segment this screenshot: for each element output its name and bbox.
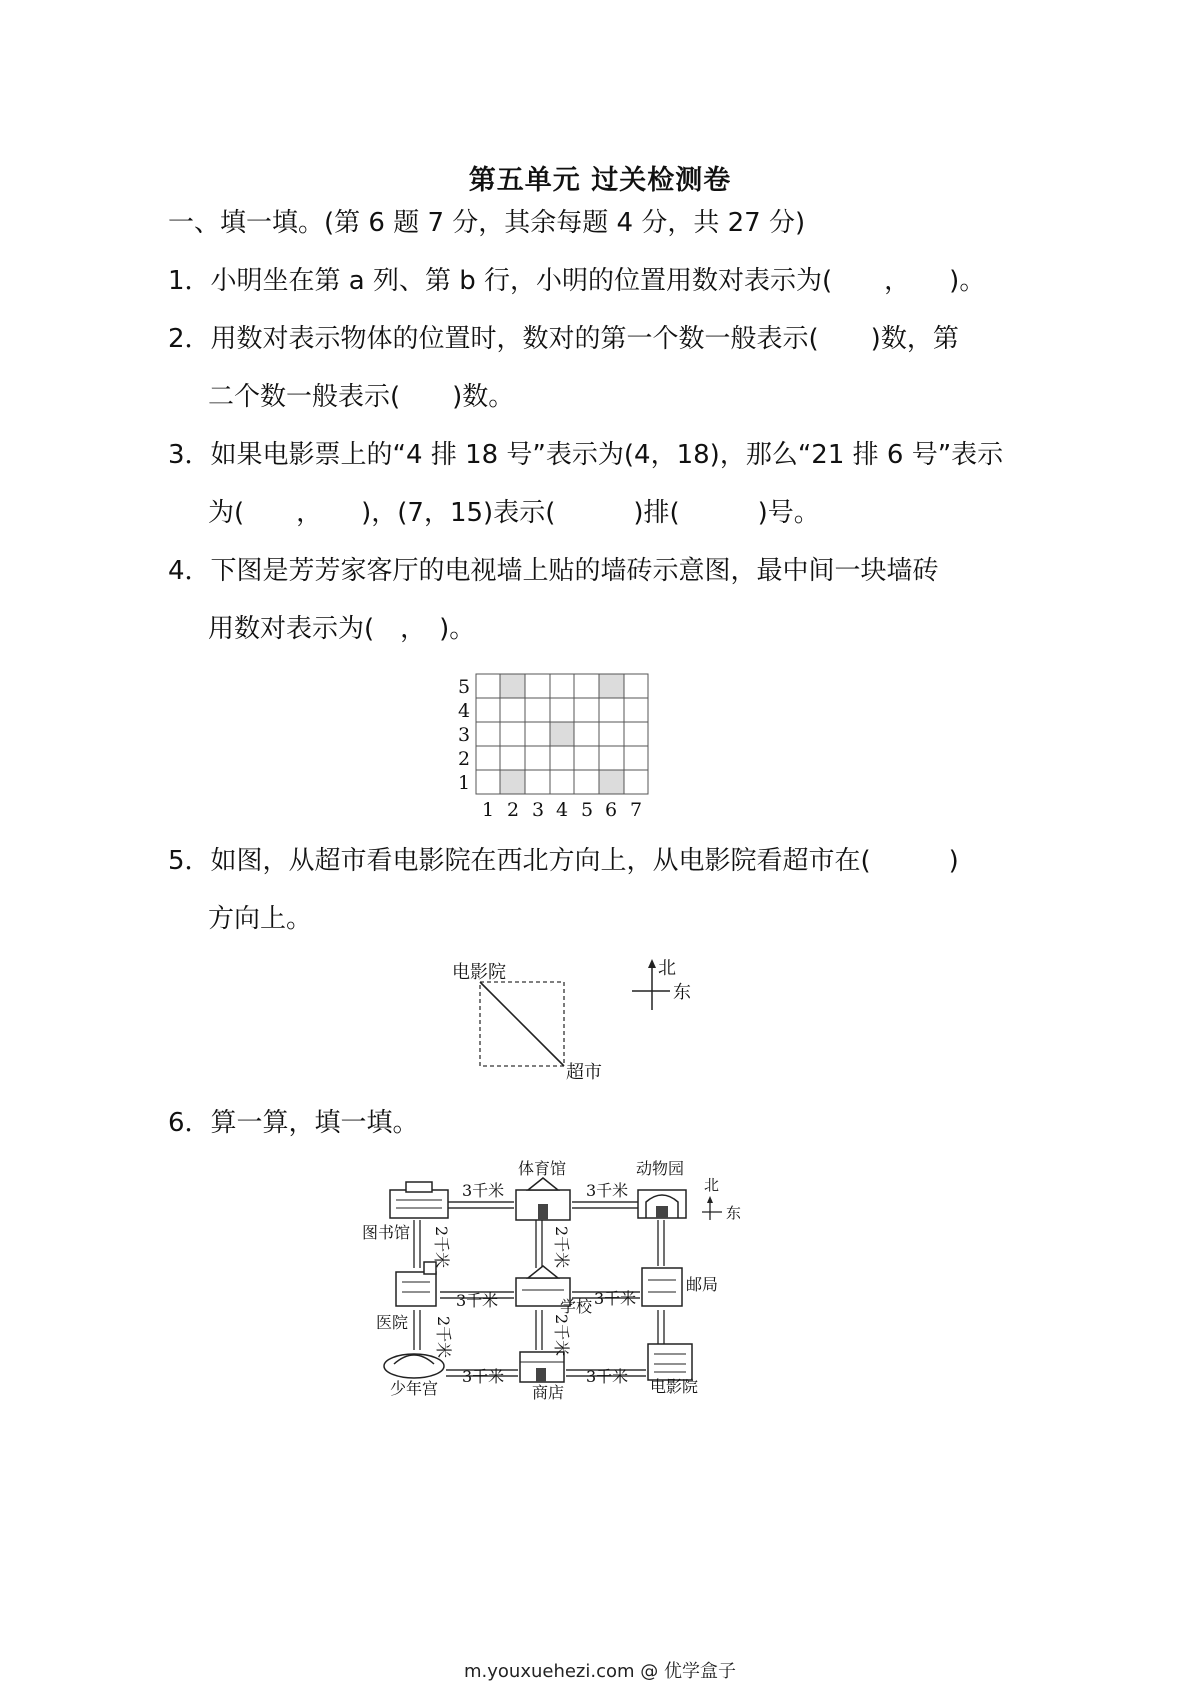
grid-x-label: 6	[604, 799, 618, 821]
distance-label: 3千米	[586, 1181, 629, 1200]
grid-x-label: 4	[555, 799, 569, 821]
distance-label: 3千米	[462, 1367, 505, 1386]
section-heading: 一、填一填。(第 6 题 7 分，其余每题 4 分，共 27 分)	[168, 208, 806, 238]
map-north-label: 北	[704, 1176, 720, 1194]
cinema-label: 电影院	[452, 962, 506, 983]
tile-grid-figure	[450, 668, 660, 828]
grid-y-label: 4	[457, 700, 471, 722]
direction-figure	[440, 950, 720, 1090]
distance-label: 2千米	[552, 1314, 571, 1357]
map-east-label: 东	[726, 1204, 742, 1222]
distance-label: 2千米	[432, 1226, 451, 1269]
cinema-building	[648, 1344, 692, 1380]
stadium-building	[516, 1178, 570, 1220]
footer-watermark: m.youxuehezi.com @ 优学盒子	[463, 1661, 736, 1682]
distance-label: 3千米	[594, 1289, 637, 1308]
distance-label: 3千米	[462, 1181, 505, 1200]
question-4-line-2: 用数对表示为( ， )。	[208, 614, 476, 644]
grid-y-label: 2	[457, 748, 471, 770]
library-building	[390, 1182, 448, 1218]
market-label: 超市	[566, 1062, 602, 1083]
map-hospital-label: 医院	[376, 1313, 409, 1332]
shop-building	[520, 1352, 564, 1382]
question-4-line-1: 4．下图是芳芳家客厅的电视墙上贴的墙砖示意图，最中间一块墙砖	[168, 556, 939, 586]
grid-x-label: 7	[629, 799, 643, 821]
question-2-line-1: 2．用数对表示物体的位置时，数对的第一个数一般表示( )数，第	[168, 324, 959, 354]
grid-y-label: 1	[457, 772, 471, 794]
distance-label: 3千米	[586, 1367, 629, 1386]
page-title: 第五单元 过关检测卷	[468, 165, 732, 196]
map-shop-label: 商店	[532, 1383, 565, 1402]
grid-x-label: 2	[506, 799, 520, 821]
map-post-label: 邮局	[686, 1275, 719, 1294]
zoo-building	[638, 1190, 686, 1218]
map-cinema-label: 电影院	[650, 1377, 699, 1396]
map-palace-label: 少年宫	[390, 1379, 439, 1398]
map-stadium-label: 体育馆	[518, 1159, 567, 1178]
tile-grid-shaded	[500, 674, 624, 794]
question-1: 1．小明坐在第 a 列、第 b 行，小明的位置用数对表示为( ， )。	[168, 266, 986, 296]
map-library-label: 图书馆	[362, 1223, 411, 1242]
map-zoo-label: 动物园	[636, 1159, 685, 1178]
grid-x-label: 5	[580, 799, 594, 821]
north-label: 北	[658, 958, 676, 979]
distance-label: 2千米	[434, 1316, 453, 1359]
hospital-building	[396, 1262, 436, 1306]
east-label: 东	[673, 982, 691, 1003]
distance-label: 2千米	[552, 1226, 571, 1269]
grid-y-label: 3	[457, 724, 471, 746]
question-2-line-2: 二个数一般表示( )数。	[208, 382, 515, 412]
post-office-building	[642, 1268, 682, 1306]
question-3-line-2: 为( ， )，(7，15)表示( )排( )号。	[208, 498, 820, 528]
grid-x-label: 3	[531, 799, 545, 821]
diagonal-line	[480, 982, 564, 1066]
question-5-line-1: 5．如图，从超市看电影院在西北方向上，从电影院看超市在( )	[168, 846, 959, 876]
grid-x-label: 1	[481, 799, 495, 821]
question-3-line-1: 3．如果电影票上的“4 排 18 号”表示为(4，18)，那么“21 排 6 号”表示	[168, 440, 1004, 470]
grid-y-label: 5	[457, 676, 471, 698]
map-school-label: 学校	[560, 1297, 593, 1316]
map-compass-icon	[702, 1196, 722, 1220]
question-5-line-2: 方向上。	[208, 904, 313, 934]
distance-label: 3千米	[456, 1291, 499, 1310]
question-6: 6．算一算，填一填。	[168, 1108, 419, 1138]
city-map-figure	[350, 1150, 770, 1410]
